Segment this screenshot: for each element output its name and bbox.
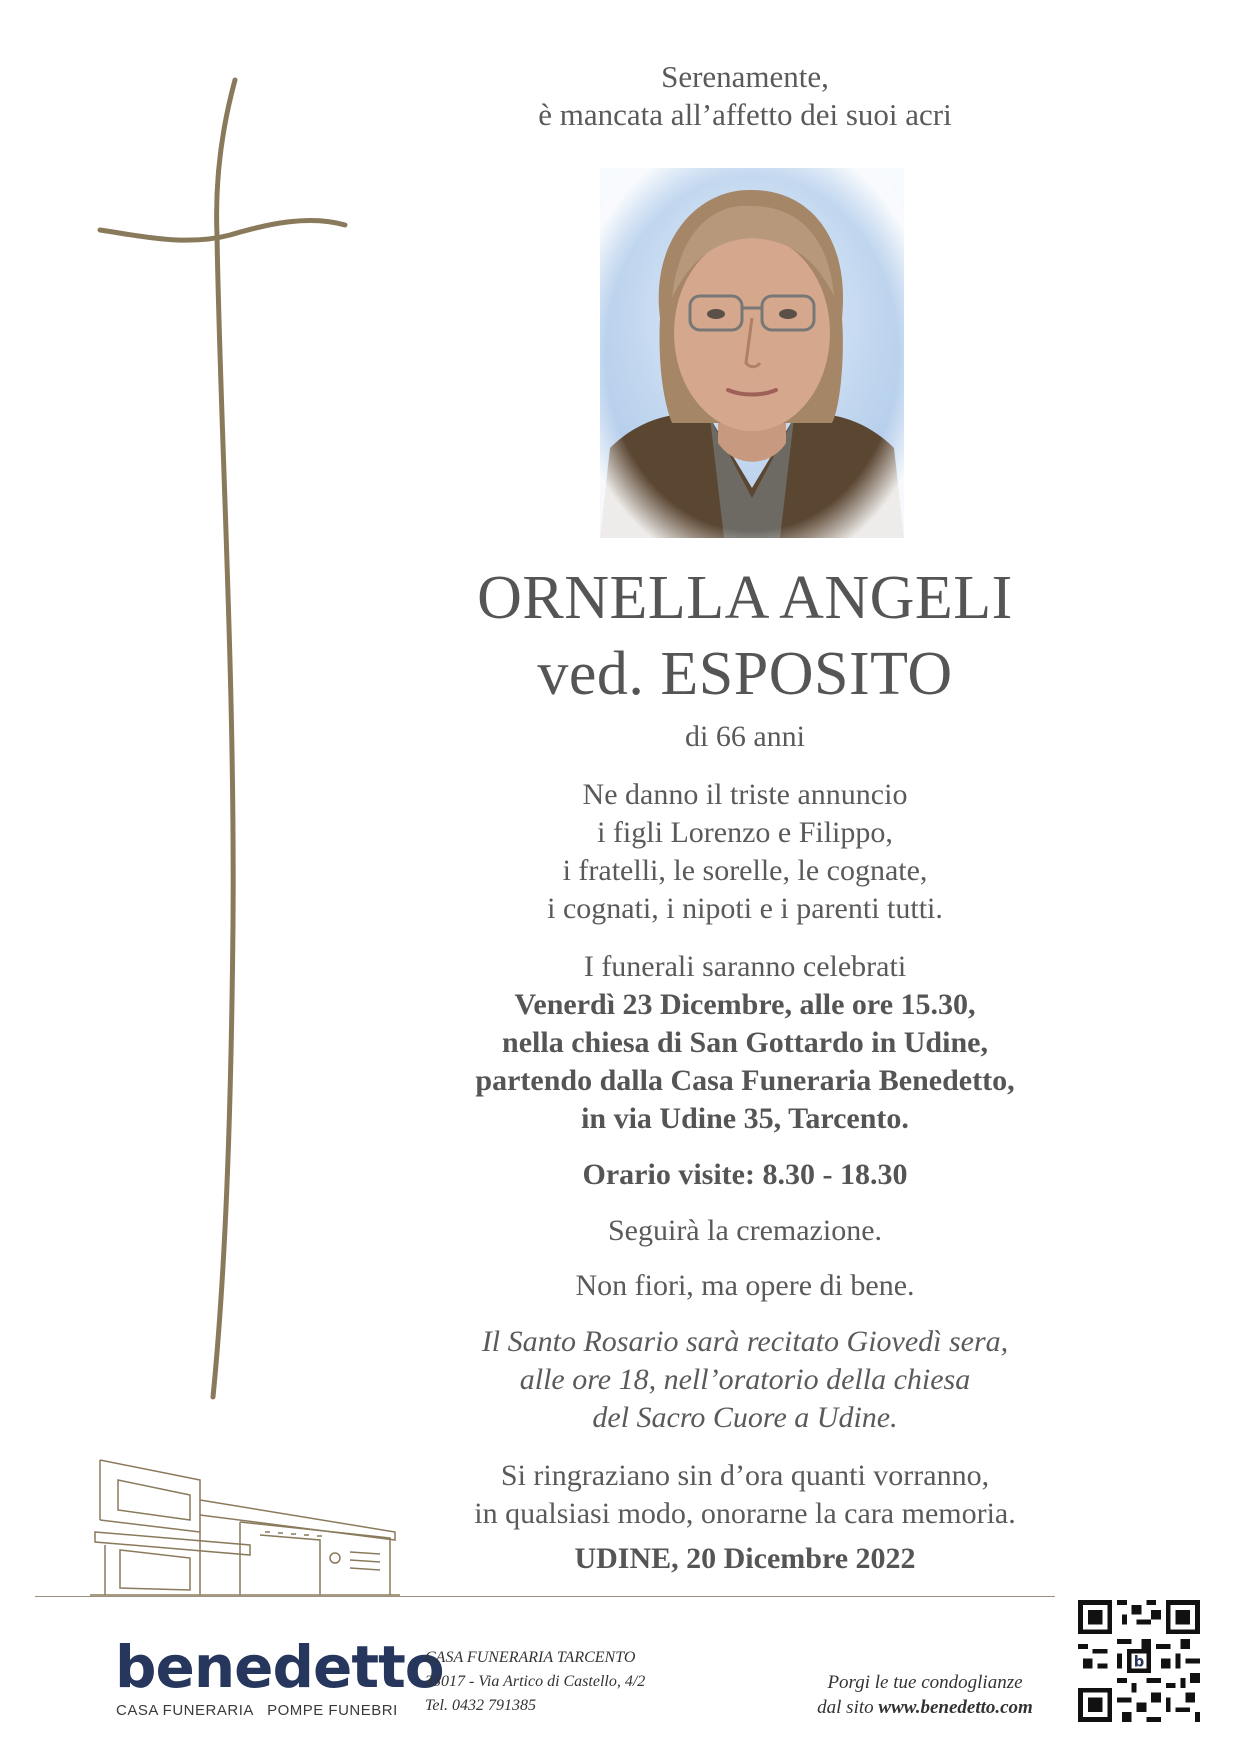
visiting-hours: Orario visite: 8.30 - 18.30 (582, 1158, 908, 1191)
funeral-info: I funerali saranno celebrati Venerdì 23 Dicembre, alle ore 15.30, nella chiesa di San Gottardo in Udine, partendo dalla Casa Funeraria Benedetto, in via Udine 35, Tarcento. (475, 950, 1015, 1135)
svg-text:b: b (1133, 1653, 1145, 1671)
deceased-name: ORNELLA ANGELI ved. ESPOSITO (477, 564, 1013, 708)
announcement-text: Ne danno il triste annuncio i figli Lorenzo e Filippo, i fratelli, le sorelle, le cognate, i cognati, i nipoti e i parenti tutti. (547, 778, 943, 925)
deceased-age: di 66 anni (685, 720, 805, 753)
website-link[interactable]: www.benedetto.com (878, 1697, 1033, 1718)
footer-divider (35, 1596, 1055, 1597)
condolence-text: Porgi le tue condoglianze dal sito www.benedetto.com (817, 1672, 1033, 1718)
cremation-note: Seguirà la cremazione. (607, 1214, 883, 1247)
thanks-text: Si ringraziano sin d’ora quanti vorranno, in qualsiasi modo, onorarne la cara memoria. (474, 1459, 1016, 1530)
qr-code-icon[interactable] (1078, 1600, 1200, 1722)
brand-subtitle: CASA FUNERARIA POMPE FUNEBRI (116, 1702, 398, 1719)
brand-logo: benedetto (115, 1633, 444, 1701)
funeral-home-address: CASA FUNERARIA TARCENTO 33017 - Via Artico di Castello, 4/2 Tel. 0432 791385 (425, 1649, 646, 1714)
rosary-info: Il Santo Rosario sarà recitato Giovedì sera, alle ore 18, nell’oratorio della chiesa del Sacro Cuore a Udine. (481, 1325, 1009, 1434)
portrait-photo (600, 168, 904, 538)
cross-icon (95, 75, 355, 1405)
place-date: UDINE, 20 Dicembre 2022 (574, 1542, 916, 1575)
flowers-note: Non fiori, ma opere di bene. (575, 1269, 915, 1302)
intro-text: Serenamente, è mancata all’affetto dei suoi acri (538, 59, 952, 132)
building-illustration-icon (90, 1440, 410, 1600)
